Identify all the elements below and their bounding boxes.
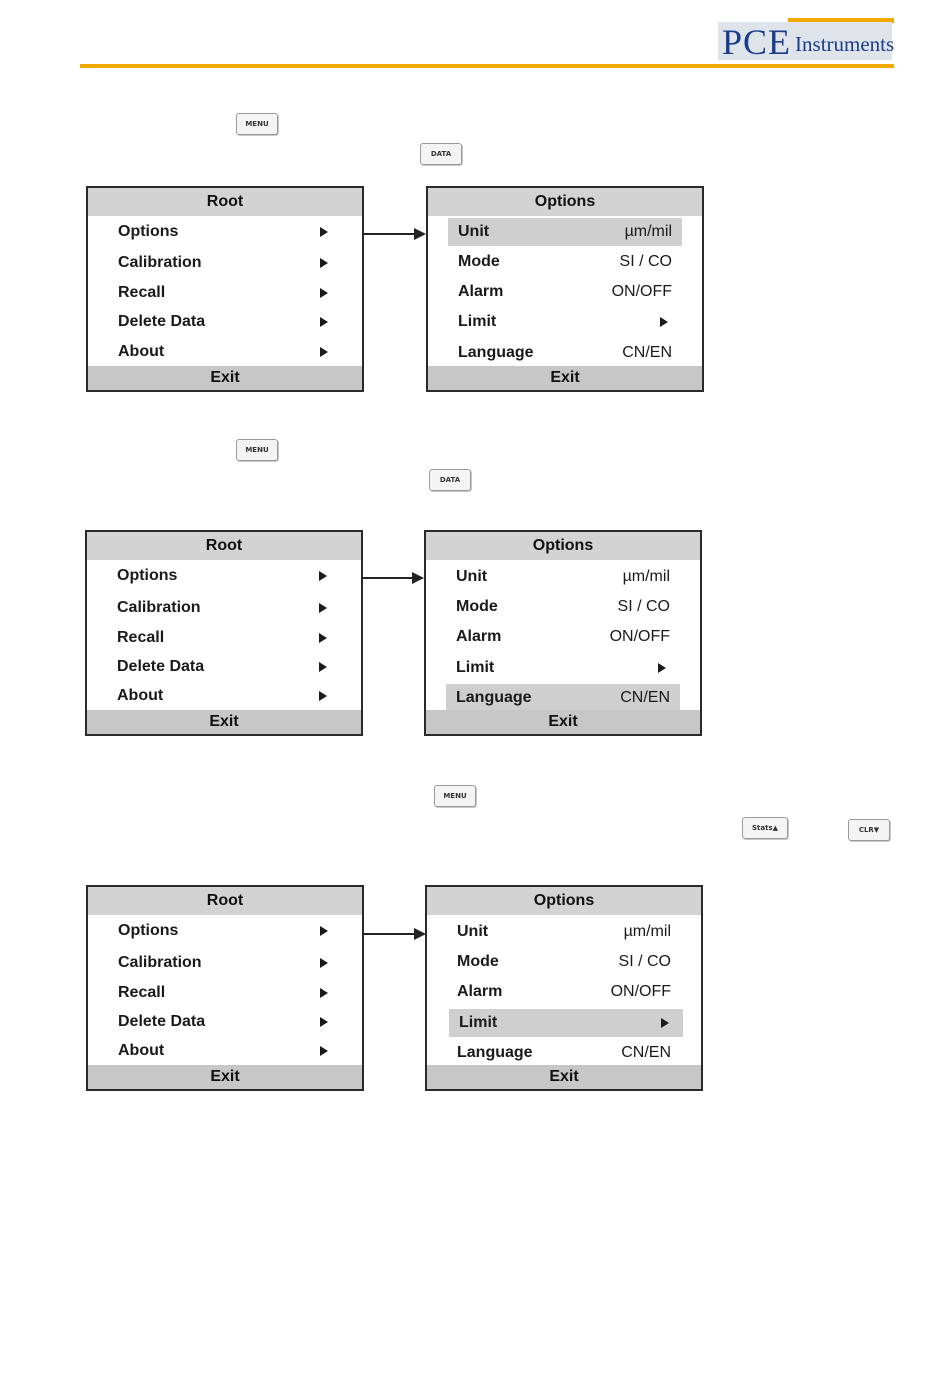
root-menu xyxy=(86,885,364,1091)
options-menu-exit: Exit xyxy=(426,710,700,734)
root-item-recall: Recall xyxy=(88,279,362,307)
submenu-arrow-icon xyxy=(320,926,328,936)
options-item-language: Language CN/EN xyxy=(457,1044,671,1061)
submenu-arrow-icon xyxy=(319,571,327,581)
submenu-arrow-icon xyxy=(319,633,327,643)
submenu-arrow-icon xyxy=(320,1017,328,1027)
stats-up-key-icon: Stats▲ xyxy=(742,817,788,839)
logo-box xyxy=(718,22,895,62)
connector-arrow-icon xyxy=(364,926,428,942)
options-item-limit: Limit xyxy=(428,308,702,336)
options-item-unit: Unit µm/mil xyxy=(457,923,671,940)
logo-brand: PCE xyxy=(722,22,792,62)
root-item-options: Options xyxy=(88,218,362,246)
submenu-arrow-icon xyxy=(658,663,666,673)
data-key-icon: DATA xyxy=(429,469,471,491)
options-menu-title: Options xyxy=(428,188,702,216)
root-item-about: About xyxy=(88,1037,362,1065)
menu-key-icon: MENU xyxy=(434,785,476,807)
root-item-calibration: Calibration xyxy=(88,249,362,277)
options-item-mode: Mode SI / CO xyxy=(457,953,671,970)
options-item-limit: Limit xyxy=(426,654,700,682)
submenu-arrow-icon xyxy=(661,1018,669,1028)
menu-key-icon: MENU xyxy=(236,439,278,461)
root-menu-exit: Exit xyxy=(88,1065,362,1089)
root-menu-title: Root xyxy=(87,532,361,560)
options-item-unit: Unit µm/mil xyxy=(456,568,670,585)
root-menu xyxy=(86,186,364,392)
options-item-alarm: Alarm ON/OFF xyxy=(458,283,672,300)
options-item-limit: Limit xyxy=(449,1009,683,1037)
options-item-language: Language CN/EN xyxy=(458,344,672,361)
options-item-unit: Unit µm/mil xyxy=(448,218,682,246)
root-item-delete-data: Delete Data xyxy=(87,653,361,681)
root-item-delete-data: Delete Data xyxy=(88,308,362,336)
pce-instruments-logo xyxy=(718,18,894,60)
options-item-mode: Mode SI / CO xyxy=(456,598,670,615)
root-item-about: About xyxy=(88,338,362,366)
submenu-arrow-icon xyxy=(319,603,327,613)
submenu-arrow-icon xyxy=(660,317,668,327)
connector-arrow-icon xyxy=(362,570,426,586)
submenu-arrow-icon xyxy=(320,958,328,968)
root-menu-title: Root xyxy=(88,887,362,915)
data-key-icon: DATA xyxy=(420,143,462,165)
options-item-alarm: Alarm ON/OFF xyxy=(457,983,671,1000)
options-item-alarm: Alarm ON/OFF xyxy=(456,628,670,645)
logo-word: Instruments xyxy=(795,32,895,56)
submenu-arrow-icon xyxy=(320,288,328,298)
clr-down-key-icon: CLR▼ xyxy=(848,819,890,841)
root-menu-exit: Exit xyxy=(88,366,362,390)
submenu-arrow-icon xyxy=(320,347,328,357)
menu-key-icon: MENU xyxy=(236,113,278,135)
options-item-language: Language CN/EN xyxy=(446,684,680,712)
submenu-arrow-icon xyxy=(320,1046,328,1056)
options-item-mode: Mode SI / CO xyxy=(458,253,672,270)
submenu-arrow-icon xyxy=(320,258,328,268)
root-item-delete-data: Delete Data xyxy=(88,1008,362,1036)
options-menu-exit: Exit xyxy=(427,1065,701,1089)
submenu-arrow-icon xyxy=(319,691,327,701)
root-item-options: Options xyxy=(87,562,361,590)
submenu-arrow-icon xyxy=(320,227,328,237)
root-item-recall: Recall xyxy=(87,624,361,652)
connector-arrow-icon xyxy=(364,226,428,242)
root-item-about: About xyxy=(87,682,361,710)
options-menu xyxy=(425,885,703,1091)
options-menu xyxy=(426,186,704,392)
options-menu-title: Options xyxy=(426,532,700,560)
options-menu-exit: Exit xyxy=(428,366,702,390)
header-rule xyxy=(80,64,894,68)
root-menu-title: Root xyxy=(88,188,362,216)
root-item-options: Options xyxy=(88,917,362,945)
submenu-arrow-icon xyxy=(320,317,328,327)
submenu-arrow-icon xyxy=(320,988,328,998)
root-item-calibration: Calibration xyxy=(88,949,362,977)
root-item-recall: Recall xyxy=(88,979,362,1007)
root-menu xyxy=(85,530,363,736)
options-menu-title: Options xyxy=(427,887,701,915)
options-menu xyxy=(424,530,702,736)
root-menu-exit: Exit xyxy=(87,710,361,734)
root-item-calibration: Calibration xyxy=(87,594,361,622)
submenu-arrow-icon xyxy=(319,662,327,672)
